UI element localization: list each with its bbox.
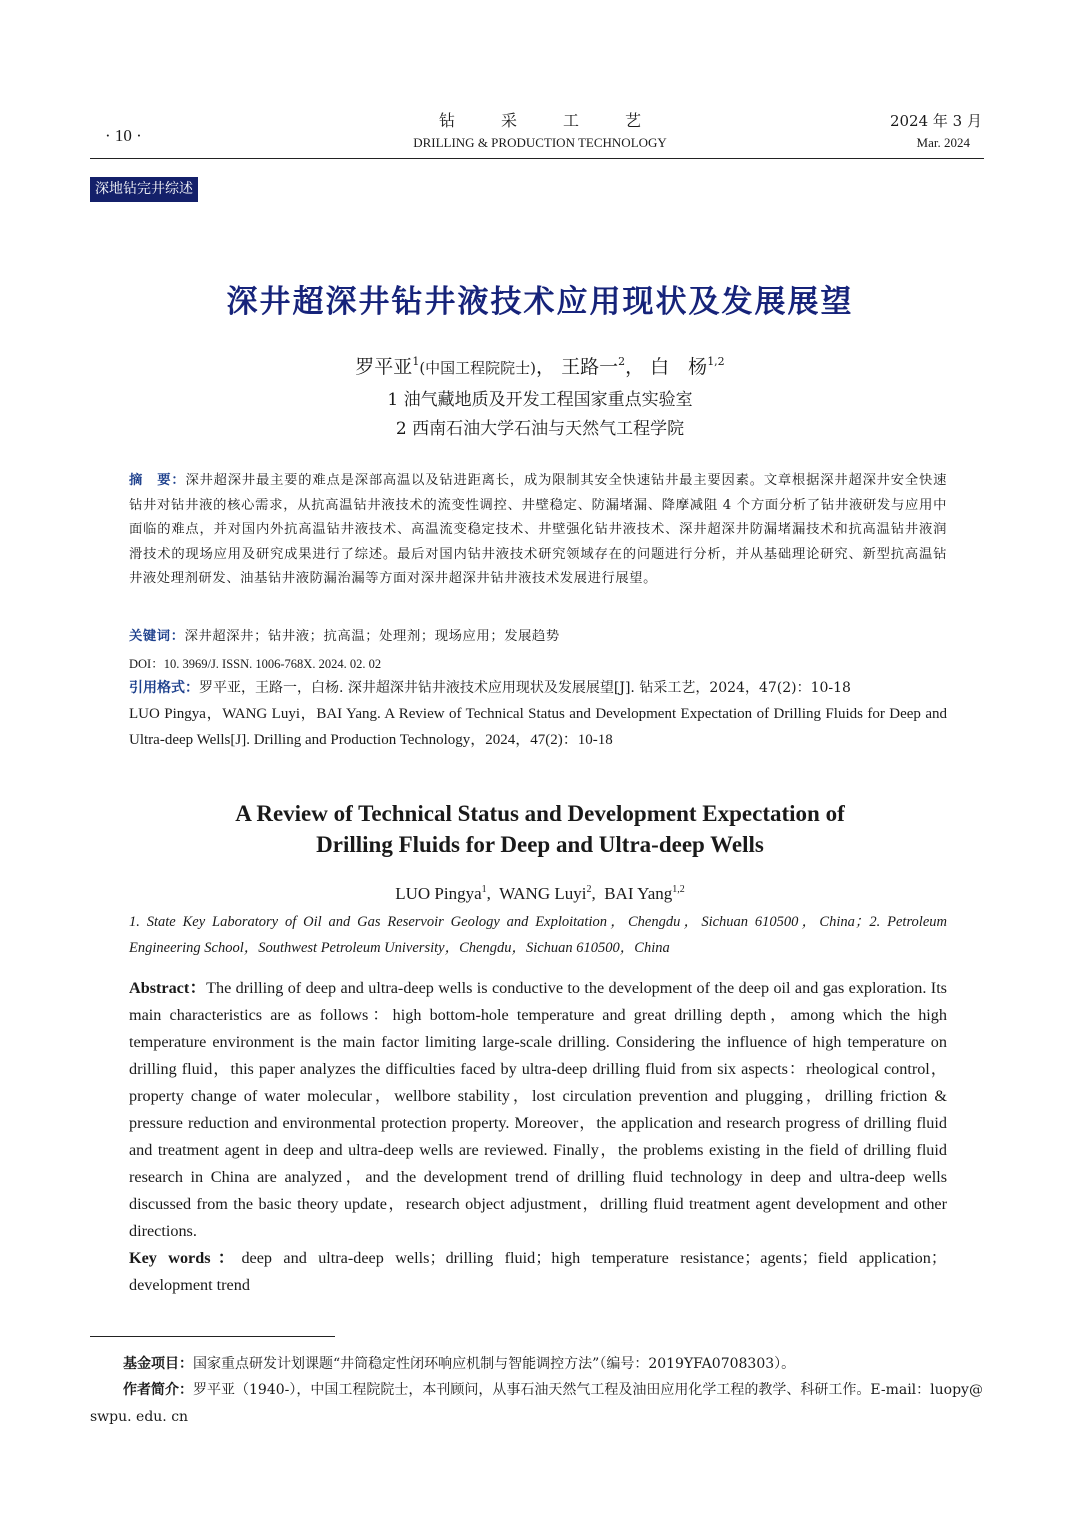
footnote-author-text: 罗平亚（1940-），中国工程院院士，本刊顾问，从事石油天然气工程及油田应用化学工程的教学、科研工作。E-mail：luopy@ swpu. edu. cn <box>90 1382 983 1425</box>
journal-name-cn: 钻采工艺 <box>438 111 687 130</box>
paper-title-cn: 深井超深井钻井液技术应用现状及发展展望 <box>226 284 854 320</box>
abstract-cn <box>129 469 947 592</box>
authors-en: LUO Pingya$^1$, WANG Luyi$^2$, BAI Yang$^{1,2}$ <box>395 884 685 903</box>
keywords-en-text: deep and ultra-deep wells；drilling fluid；high temperature resistance；agents；field application；development trend <box>129 1249 947 1294</box>
footnote-fund <box>90 1351 984 1378</box>
author-name: 罗平亚 <box>355 356 413 378</box>
author-affil-marker: 1 <box>481 884 487 895</box>
column-tag: 深地钻完井综述 <box>90 177 198 202</box>
paper-title-en <box>0 798 1080 860</box>
author-separator: ， <box>625 356 645 378</box>
author-affil-marker: 2 <box>618 355 626 368</box>
footnote-fund-label: 基金项目： <box>123 1356 193 1372</box>
footnote-author <box>90 1377 984 1431</box>
page-number: · 10 · <box>105 126 142 145</box>
keywords-cn-text: 深井超深井；钻井液；抗高温；处理剂；现场应用；发展趋势 <box>184 629 560 644</box>
citation-en: LUO Pingya，WANG Luyi，BAI Yang. A Review of Technical Status and Development Expectation of Drilling Fluids for Deep and Ultra-deep Wells[J]. Drilling and Production Technology，2024，47(2)：10-18 <box>129 706 947 748</box>
issue-date-en: Mar. 2024 <box>916 135 970 150</box>
doi: DOI：10. 3969/J. ISSN. 1006-768X. 2024. 02. 02 <box>129 657 382 671</box>
author-name: LUO Pingya <box>395 884 482 903</box>
keywords-cn-label: 关键词： <box>129 629 185 644</box>
author-title: (中国工程院院士) <box>419 359 537 377</box>
citation-label: 引用格式： <box>129 680 199 696</box>
abstract-cn-text: 深井超深井最主要的难点是深部高温以及钻进距离长，成为限制其安全快速钻井最主要因素。文章根据深井超深井安全快速钻井对钻井液的核心需求，从抗高温钻井液技术的流变性调控、井壁稳定、防漏堵漏、降摩减阻 4 个方面分析了钻井液研发与应用中面临的难点，并对国内外抗高温钻井液技术、高温流变稳定技术、井壁强化钻井液技术、深井超深井防漏堵漏技术和抗高温钻井液润滑技术的现场应用及研究成果进行了综述。最后对国内钻井液技术研究领域存在的问题进行分析，并从基础理论研究、新型抗高温钻井液处理剂研发、油基钻井液防漏治漏等方面对深井超深井钻井液技术发展进行展望。 <box>129 473 947 586</box>
authors-cn <box>0 352 1080 379</box>
affiliation-cn-1: 1 油气藏地质及开发工程国家重点实验室 <box>387 390 693 410</box>
keywords-en <box>129 1245 947 1299</box>
keywords-en-label: Key words： <box>129 1249 242 1267</box>
citation-cn <box>129 677 947 697</box>
author-name: WANG Luyi <box>499 884 587 903</box>
paper-title-en-line2: Drilling Fluids for Deep and Ultra-deep Wells <box>316 832 764 857</box>
affiliations-en: 1. State Key Laboratory of Oil and Gas Reservoir Geology and Exploitation，Chengdu，Sichuan 610500，China；2. Petroleum Engineering School，Southwest Petroleum University，Chengdu，Sichuan 610500，China <box>129 914 947 956</box>
footnote-fund-text: 国家重点研发计划课题“井筒稳定性闭环响应机制与智能调控方法”（编号：2019YFA0708303）。 <box>193 1356 796 1372</box>
author-name: 白 杨 <box>650 356 708 378</box>
journal-name-en: DRILLING & PRODUCTION TECHNOLOGY <box>413 135 667 150</box>
issue-date-cn: 2024 年 3 月 <box>889 112 982 130</box>
abstract-en-label: Abstract： <box>129 979 207 997</box>
footnote-author-label: 作者简介： <box>123 1382 193 1398</box>
author-affil-marker: 2 <box>586 884 592 895</box>
abstract-en-text: The drilling of deep and ultra-deep wells is conductive to the development of the deep oil and gas exploration. Its main characteristics are as follows：high bottom-hole temperature and great drilling depth，among which the high temperature environment is the main factor limiting large-scale drilling. Considering the influence of high temperature on drilling fluid，this paper analyzes the difficulties faced by ultra-deep drilling fluid from six aspects：rheological control，property change of water molecular，wellbore stability，lost circulation prevention and plugging，drilling friction & pressure reduction and environmental protection property. Moreover，the application and research progress of drilling fluid and treatment agent in deep and ultra-deep wells are reviewed. Finally，the problems existing in the field of drilling fluid research in China are analyzed，and the development trend of drilling fluid technology in deep and ultra-deep wells discussed from the basic theory update，research object adjustment，drilling fluid treatment agent development and other directions. <box>129 979 947 1240</box>
citation-cn-text: 罗平亚，王路一，白杨. 深井超深井钻井液技术应用现状及发展展望[J]. 钻采工艺，2024，47(2)：10-18 <box>199 680 851 696</box>
author-affil-marker: 1,2 <box>707 355 725 368</box>
keywords-cn <box>129 625 947 650</box>
affiliation-cn-2: 2 西南石油大学石油与天然气工程学院 <box>395 419 685 439</box>
footnote-divider <box>90 1336 335 1337</box>
abstract-cn-label: 摘 要： <box>129 473 186 488</box>
header-divider <box>90 158 984 159</box>
author-name: BAI Yang <box>604 884 673 903</box>
abstract-en <box>129 975 947 1245</box>
paper-title-en-line1: A Review of Technical Status and Development Expectation of <box>235 801 845 826</box>
author-affil-marker: 1 <box>412 355 420 368</box>
author-affil-marker: 1,2 <box>672 884 685 895</box>
author-separator: ， <box>536 356 556 378</box>
author-name: 王路一 <box>561 356 619 378</box>
